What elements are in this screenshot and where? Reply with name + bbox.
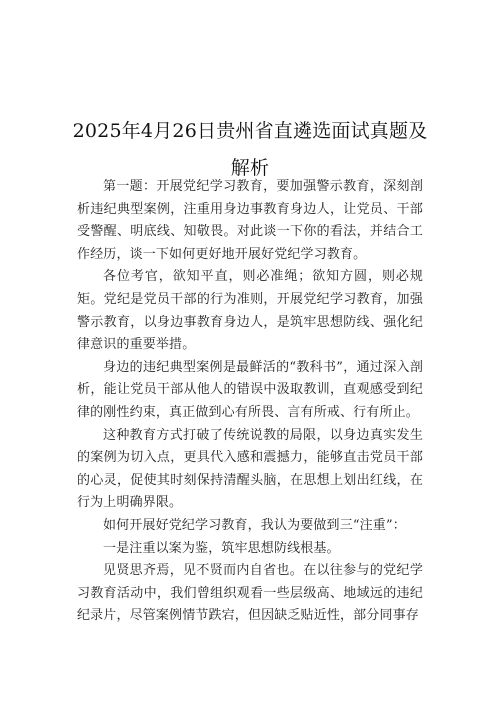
paragraph-experience: 见贤思齐焉，见不贤而内自省也。在以往参与的党纪学习教育活动中，我们曾组织观看一些层级高、地域远的违纪纪录片，尽管案例情节跌宕，但因缺乏贴近性，部分同事存	[77, 563, 423, 624]
paragraph-case-textbook: 身边的违纪典型案例是最鲜活的“教科书”，通过深入剖析，能让党员干部从他人的错误中汲取教训，直观感受到纪律的刚性约束，真正做到心有所畏、言有所戒、行有所止。	[77, 359, 423, 420]
paragraph-education-method: 这种教育方式打破了传统说教的局限，以身边真实发生的案例为切入点，更具代入感和震撼力，能够直击党员干部的心灵，促使其时刻保持清醒头脑，在思想上划出红线，在行为上明确界限。	[77, 427, 423, 511]
paragraph-three-focus: 如何开展好党纪学习教育，我认为要做到三“注重”：	[103, 517, 406, 533]
paragraph-opening: 各位考官，欲知平直，则必准绳；欲知方圆，则必规矩。党纪是党员干部的行为准则，开展党纪学习教育，加强警示教育，以身边事教育身边人，是筑牢思想防线、强化纪律意识的重要举措。	[77, 269, 423, 353]
paragraph-question: 第一题：开展党纪学习教育，要加强警示教育，深刻剖析违纪典型案例，注重用身边事教育身边人，让党员、干部受警醒、明底线、知敬畏。对此谈一下你的看法，并结合工作经历，谈一下如何更好地开展好党纪学习教育。	[77, 179, 423, 262]
title-line-1: 2025年4月26日贵州省直遴选面试真题及	[72, 119, 428, 142]
document-body	[77, 176, 423, 628]
paragraph-point-one: 一是注重以案为鉴，筑牢思想防线根基。	[103, 540, 340, 556]
title-line-2: 解析	[230, 156, 270, 179]
